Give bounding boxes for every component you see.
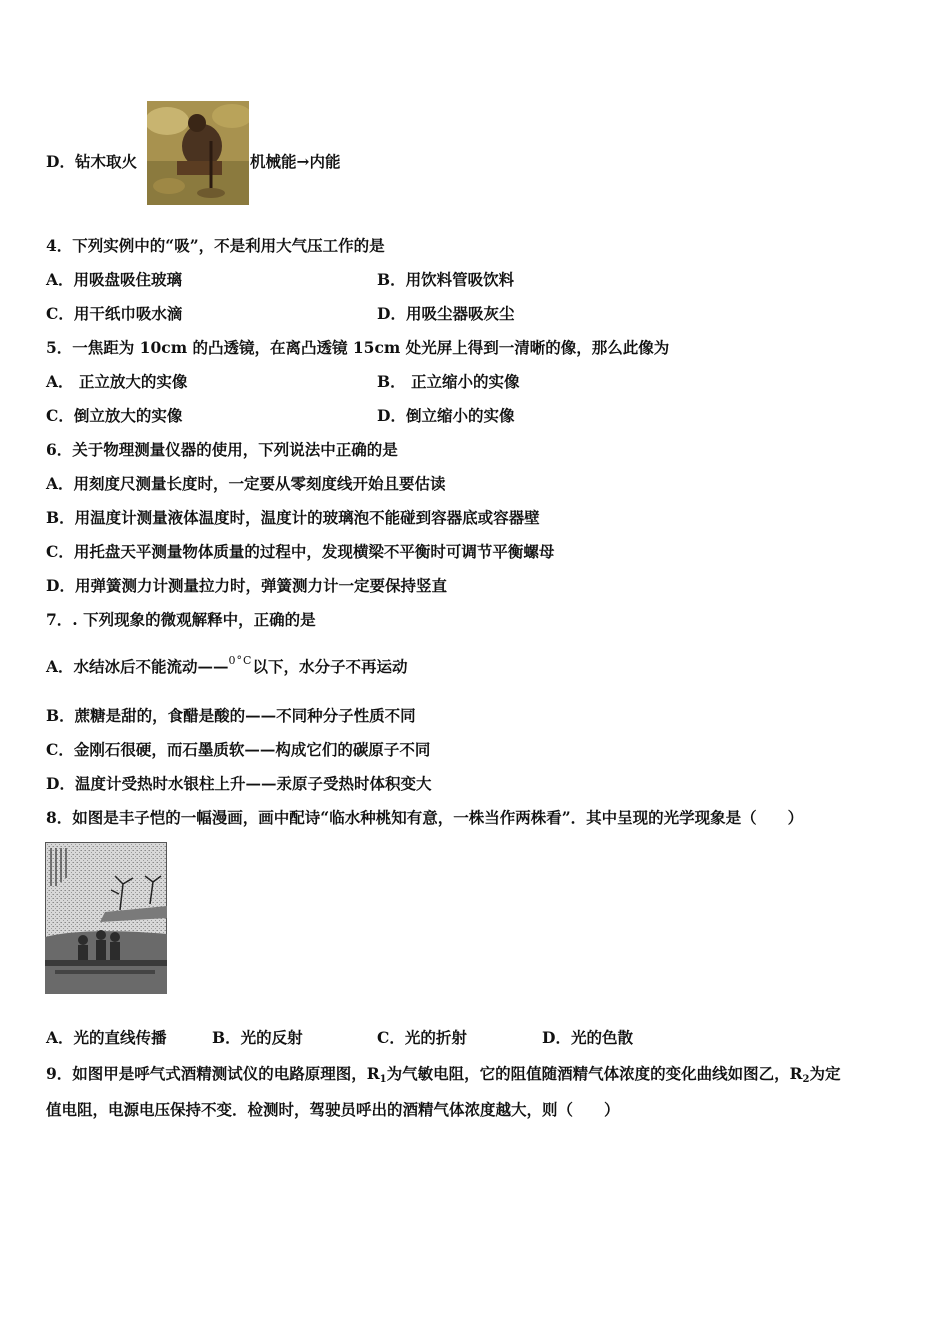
r2-subscript: 2 xyxy=(802,1074,810,1085)
r1-subscript: 1 xyxy=(379,1074,387,1085)
q5-stem: 5．一焦距为 10cm 的凸透镜，在离凸透镜 15cm 处光屏上得到一清晰的像，那么此像为 xyxy=(46,338,670,357)
q5-option-b: B． 正立缩小的实像 xyxy=(377,372,520,391)
q9-line1 xyxy=(46,1064,841,1090)
q8-option-b: B．光的反射 xyxy=(212,1028,303,1047)
drilling-wood-fire-image xyxy=(147,101,249,205)
q3-option-d-label: D．钻木取火 xyxy=(46,152,137,171)
q4-option-c: C．用干纸巾吸水滴 xyxy=(46,304,183,323)
q8-option-d: D．光的色散 xyxy=(542,1028,633,1047)
q7-option-b: B．蔗糖是甜的，食醋是酸的——不同种分子性质不同 xyxy=(46,706,416,725)
q7-option-a-prefix: A．水结冰后不能流动—— xyxy=(46,657,229,676)
q6-option-b: B．用温度计测量液体温度时，温度计的玻璃泡不能碰到容器底或容器壁 xyxy=(46,508,540,527)
q8-option-a: A．光的直线传播 xyxy=(46,1028,167,1047)
q7-stem: 7．. 下列现象的微观解释中，正确的是 xyxy=(46,610,316,629)
q7-option-d: D．温度计受热时水银柱上升——汞原子受热时体积变大 xyxy=(46,774,432,793)
q4-stem: 4．下列实例中的“吸”，不是利用大气压工作的是 xyxy=(46,236,385,255)
q4-option-b: B．用饮料管吸饮料 xyxy=(377,270,515,289)
q9-line1-part-b: 为气敏电阻，它的阻值随酒精气体浓度的变化曲线如图乙，R xyxy=(386,1064,803,1083)
q6-option-d: D．用弹簧测力计测量拉力时，弹簧测力计一定要保持竖直 xyxy=(46,576,447,595)
q5-option-c: C．倒立放大的实像 xyxy=(46,406,183,425)
q6-stem: 6．关于物理测量仪器的使用，下列说法中正确的是 xyxy=(46,440,398,459)
q6-option-a: A．用刻度尺测量长度时，一定要从零刻度线开始且要估读 xyxy=(46,474,446,493)
q7-option-c: C．金刚石很硬，而石墨质软——构成它们的碳原子不同 xyxy=(46,740,431,759)
q9-line1-part-a: 9．如图甲是呼气式酒精测试仪的电路原理图，R xyxy=(46,1064,380,1083)
q4-option-a: A．用吸盘吸住玻璃 xyxy=(46,270,183,289)
q7-option-a-suffix: 以下，水分子不再运动 xyxy=(252,657,408,676)
q8-option-c: C．光的折射 xyxy=(377,1028,467,1047)
feng-zikai-cartoon-image xyxy=(45,842,167,994)
q5-option-d: D．倒立缩小的实像 xyxy=(377,406,515,425)
q5-option-a: A． 正立放大的实像 xyxy=(46,372,188,391)
zero-celsius-label: 0°C xyxy=(228,654,253,667)
q4-option-d: D．用吸尘器吸灰尘 xyxy=(377,304,515,323)
q9-line1-part-c: 为定 xyxy=(809,1064,841,1083)
q3-option-d-result: 机械能→内能 xyxy=(250,152,341,171)
q9-line2: 值电阻，电源电压保持不变．检测时，驾驶员呼出的酒精气体浓度越大，则（ ） xyxy=(46,1100,620,1119)
q7-option-a xyxy=(46,651,407,677)
q6-option-c: C．用托盘天平测量物体质量的过程中，发现横梁不平衡时可调节平衡螺母 xyxy=(46,542,555,561)
q8-stem: 8．如图是丰子恺的一幅漫画，画中配诗“临水种桃知有意，一株当作两株看”．其中呈现的光学现象是（ ） xyxy=(46,808,804,827)
